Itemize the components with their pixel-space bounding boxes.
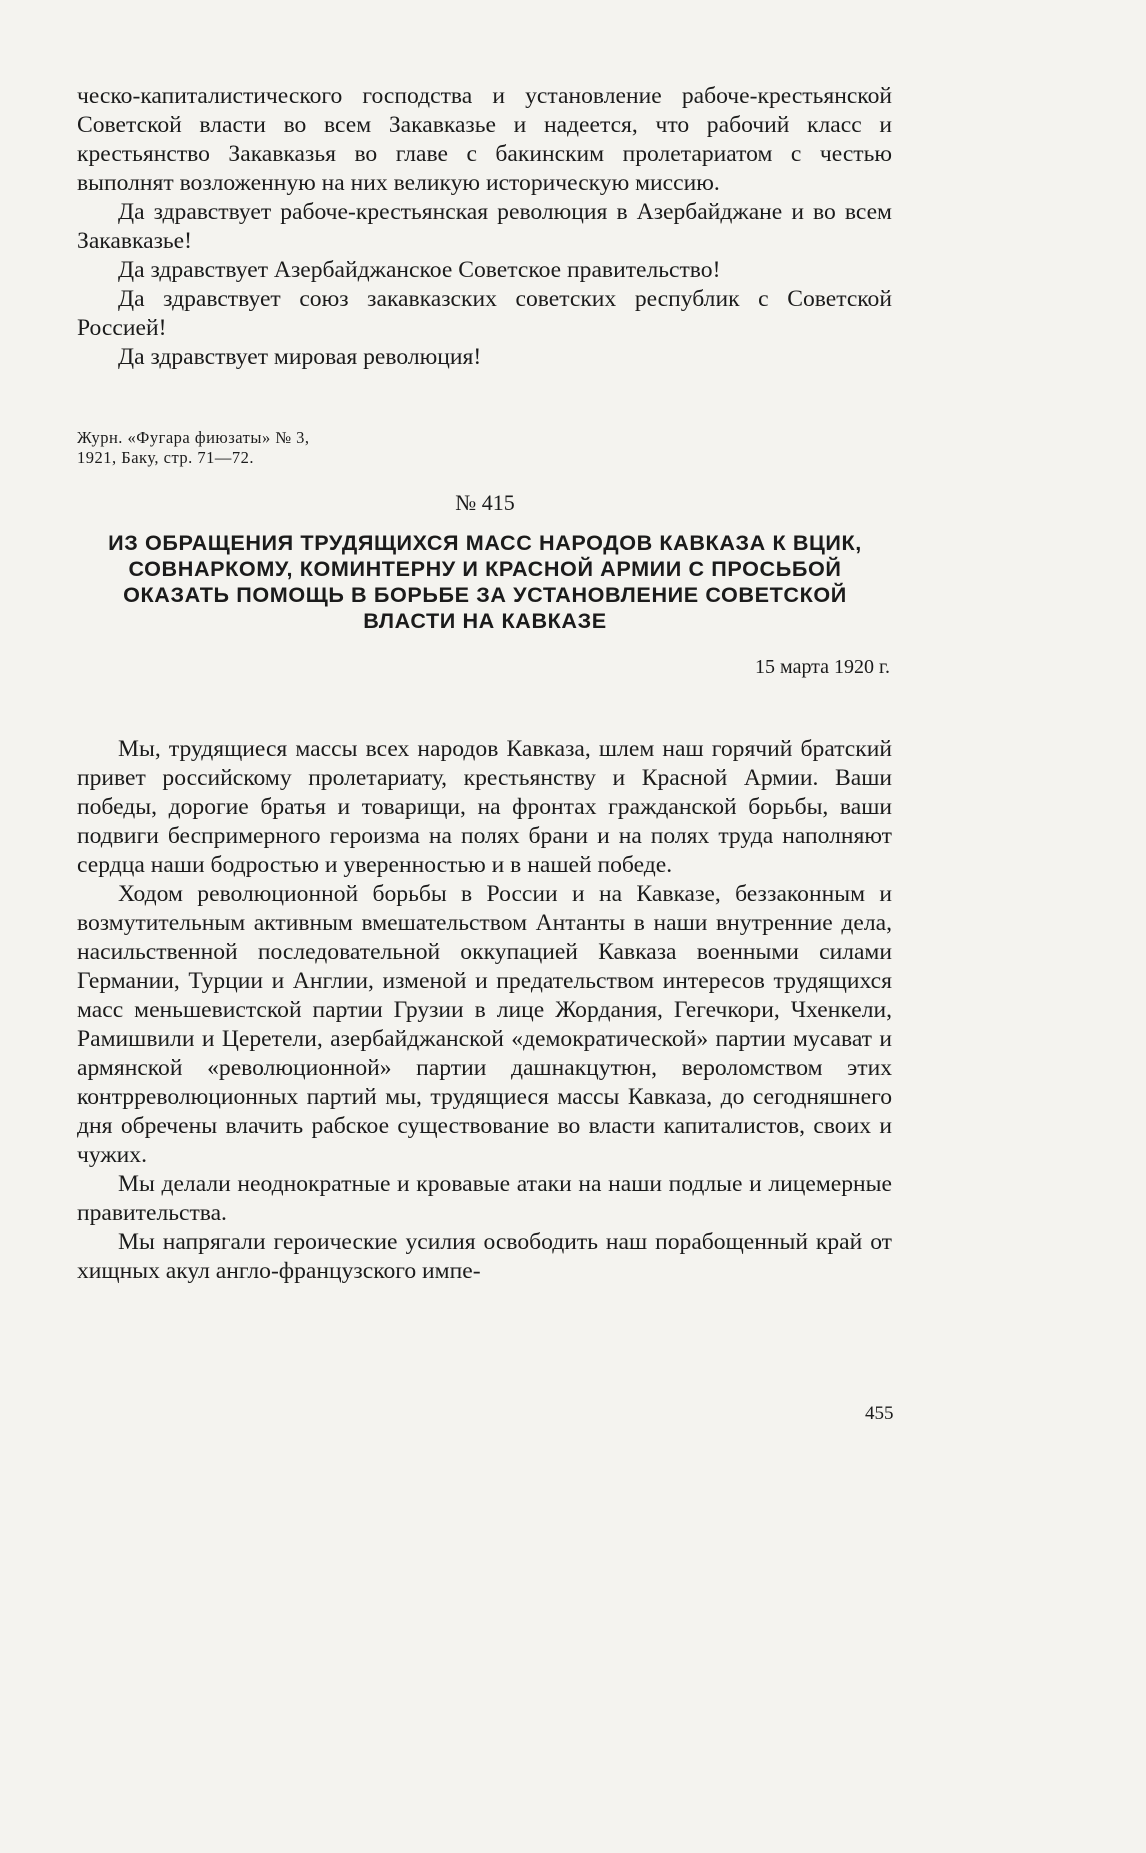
- intro-paragraph: ческо-капиталистического господства и установление рабоче-крестьянской Советской власти во всем Закавказье и надеется, что рабочий класс и крестьянство Закавказья во главе с бакинским пролетариатом с честью выполнят возложенную на них великую историческую миссию.: [77, 83, 892, 196]
- slogan: Да здравствует Азербайджанское Советское правительство!: [118, 257, 721, 283]
- document-body: [77, 735, 892, 1286]
- slogan: Да здравствует союз закавказских советских республик с Советской Россией!: [77, 286, 892, 341]
- body-paragraph: Мы, трудящиеся массы всех народов Кавказа, шлем наш горячий братский привет российскому пролетариату, крестьянству и Красной Армии. Ваши победы, дорогие братья и товарищи, на фронтах гражданской борьбы, ваши подвиги беспримерного героизма на полях брани и на полях труда наполняют сердца наши бодростью и уверенностью и в нашей победе.: [77, 736, 892, 878]
- body-paragraph: Ходом революционной борьбы в России и на Кавказе, беззаконным и возмутительным активным вмешательством Антанты в наши внутренние дела, насильственной последовательной оккупацией Кавказа военными силами Германии, Турции и Англии, изменой и предательством интересов трудящихся масс меньшевистской партии Грузии в лице Жордания, Гегечкори, Чхенкели, Рамишвили и Церетели, азербайджанской «демократической» партии мусават и армянской «революционной» партии дашнакцутюн, вероломством этих контрреволюционных партий мы, трудящиеся массы Кавказа, до сегодняшнего дня обречены влачить рабское существование во власти капиталистов, своих и чужих.: [77, 881, 892, 1168]
- body-paragraph: Мы напрягали героические усилия освободить наш порабощенный край от хищных акул англо-французского импе-: [77, 1229, 892, 1284]
- page-number: 455: [865, 1403, 894, 1424]
- body-paragraph: Мы делали неоднократные и кровавые атаки на наши подлые и лицемерные правительства.: [77, 1171, 892, 1226]
- slogan: Да здравствует рабоче-крестьянская революция в Азербайджане и во всем Закавказье!: [77, 199, 892, 254]
- source-line-2: 1921, Баку, стр. 71—72.: [77, 448, 255, 467]
- document-date: 15 марта 1920 г.: [755, 656, 890, 678]
- source-citation: [77, 428, 437, 468]
- source-line-1: Журн. «Фугара фиюзаты» № 3,: [77, 428, 310, 447]
- document-number: № 415: [455, 490, 515, 515]
- slogan: Да здравствует мировая революция!: [118, 344, 482, 370]
- document-heading: ИЗ ОБРАЩЕНИЯ ТРУДЯЩИХСЯ МАСС НАРОДОВ КАВКАЗА К ВЦИК, СОВНАРКОМУ, КОМИНТЕРНУ И КРАСНОЙ АРМИИ С ПРОСЬБОЙ ОКАЗАТЬ ПОМОЩЬ В БОРЬБЕ ЗА УСТАНОВЛЕНИЕ СОВЕТСКОЙ ВЛАСТИ НА КАВКАЗЕ: [108, 530, 862, 633]
- intro-text: [77, 82, 892, 372]
